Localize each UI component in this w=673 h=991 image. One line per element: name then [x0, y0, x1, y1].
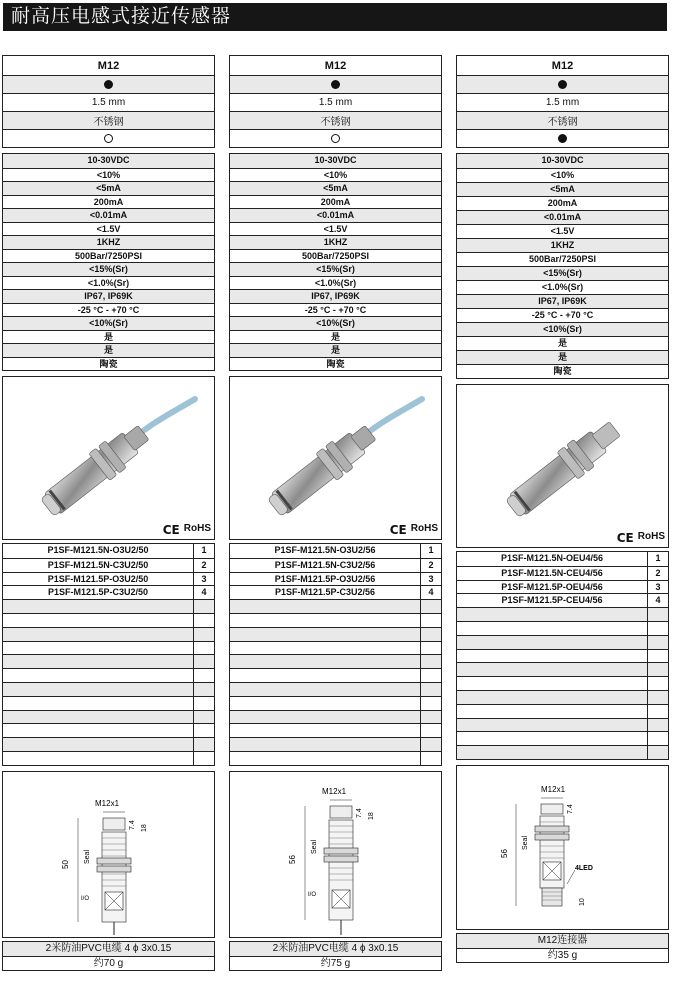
spec-row: 是 [230, 343, 441, 357]
empty-row [3, 751, 214, 765]
option-indicator [457, 129, 668, 147]
empty-row [230, 641, 441, 655]
table-row [3, 572, 214, 586]
part-model: P1SF-M121.5P-O3U2/56 [230, 573, 421, 586]
spec-row: 500Bar/7250PSI [457, 252, 668, 266]
empty-row [3, 654, 214, 668]
part-model: P1SF-M121.5P-OEU4/56 [457, 581, 648, 594]
spec-row: <0.01mA [457, 210, 668, 224]
connector-sensor-image [457, 385, 668, 547]
table-row [3, 558, 214, 572]
wiring-no: 4 [201, 587, 207, 598]
table-row [230, 544, 441, 558]
wiring-no: 2 [201, 559, 207, 570]
empty-row [3, 641, 214, 655]
empty-row [457, 662, 668, 676]
rohs-mark: RoHS [410, 523, 438, 534]
wiring-no: 1 [655, 553, 661, 563]
spec-row: <1.0%(Sr) [230, 276, 441, 290]
table-row [457, 566, 668, 580]
spec-row: <10%(Sr) [457, 322, 668, 336]
spec-row: 1KHZ [230, 235, 441, 249]
length-dimension: 56 [288, 854, 297, 864]
wiring-no: 4 [655, 595, 661, 606]
dimension-c: 10 [579, 898, 586, 906]
wiring-no: 2 [655, 567, 661, 578]
cable-spec: 2米防油PVC电缆 4 ϕ 3x0.15 [230, 942, 441, 956]
spec-row: 200mA [230, 195, 441, 209]
product-photo [2, 376, 215, 540]
led-label: 4LED [575, 864, 593, 872]
empty-row [3, 668, 214, 682]
product-column-1 [2, 55, 215, 971]
spec-row: IP67, IP69K [230, 289, 441, 303]
housing-material: 不锈钢 [3, 111, 214, 129]
ce-mark: CE [389, 523, 407, 537]
ce-mark: CE [616, 531, 634, 545]
part-model: P1SF-M121.5N-OEU4/56 [457, 552, 648, 566]
empty-row [230, 710, 441, 724]
spec-row: <1.5V [230, 222, 441, 236]
wiring-no: 3 [201, 573, 207, 584]
seal-label: Seal [522, 835, 529, 850]
table-row [3, 585, 214, 599]
dimension-b: 18 [368, 811, 375, 820]
spec-row: 是 [457, 336, 668, 350]
housing-material: 不锈钢 [457, 111, 668, 129]
part-model: P1SF-M121.5P-O3U2/50 [3, 573, 194, 586]
empty-row [457, 718, 668, 732]
empty-row [230, 723, 441, 737]
part-number-table [229, 543, 442, 766]
spec-row: 是 [3, 330, 214, 344]
spec-row: <10%(Sr) [230, 316, 441, 330]
cable-sensor-image [3, 377, 214, 539]
spec-row: 1KHZ [3, 235, 214, 249]
empty-row [457, 635, 668, 649]
thread-label: M12x1 [322, 786, 347, 796]
empty-row [230, 668, 441, 682]
dimension-a: 7.4 [129, 820, 136, 830]
filled-dot-icon [558, 134, 567, 143]
table-row [230, 558, 441, 572]
spec-row: 陶瓷 [3, 357, 214, 371]
spec-row: IP67, IP69K [3, 289, 214, 303]
spec-row: 200mA [3, 195, 214, 209]
empty-row [457, 649, 668, 663]
ce-mark: CE [162, 523, 180, 537]
spec-row: <15%(Sr) [3, 262, 214, 276]
product-photo [456, 384, 669, 548]
dimension-drawing [229, 771, 442, 938]
spec-row: 是 [457, 350, 668, 364]
product-column-3 [456, 55, 669, 963]
option-indicator [3, 129, 214, 147]
size-cell: M12 [551, 59, 574, 72]
empty-row [230, 696, 441, 710]
cable-spec: 2米防油PVC电缆 4 ϕ 3x0.15 [3, 942, 214, 956]
part-model: P1SF-M121.5N-C3U2/56 [230, 559, 421, 572]
sensing-distance: 1.5 mm [230, 93, 441, 111]
spec-row: <5mA [230, 181, 441, 195]
housing-material: 不锈钢 [230, 111, 441, 129]
part-model: P1SF-M121.5N-O3U2/50 [3, 544, 194, 558]
rohs-mark: RoHS [183, 523, 211, 534]
connector-spec: M12连接器 [457, 934, 668, 948]
sensing-distance: 1.5 mm [457, 93, 668, 111]
empty-row [230, 751, 441, 765]
empty-row [3, 627, 214, 641]
part-model: P1SF-M121.5N-C3U2/50 [3, 559, 194, 572]
spec-row: <15%(Sr) [457, 266, 668, 280]
empty-row [457, 704, 668, 718]
empty-row [457, 621, 668, 635]
spec-row: 陶瓷 [457, 364, 668, 378]
electrical-spec-table [2, 153, 215, 371]
spec-row: <15%(Sr) [230, 262, 441, 276]
empty-row [457, 676, 668, 690]
part-model: P1SF-M121.5N-O3U2/56 [230, 544, 421, 558]
empty-row [457, 731, 668, 745]
spec-row: -25 °C - +70 °C [3, 303, 214, 317]
empty-row [3, 737, 214, 751]
spec-row: IP67, IP69K [457, 294, 668, 308]
spec-row: 10-30VDC [230, 154, 441, 168]
empty-row [230, 737, 441, 751]
spec-row: <5mA [457, 182, 668, 196]
empty-row [457, 690, 668, 704]
spec-row: <0.01mA [3, 208, 214, 222]
empty-circle-icon [104, 134, 113, 143]
product-photo [229, 376, 442, 540]
spec-row: 是 [3, 343, 214, 357]
certification-marks [163, 523, 211, 537]
sensing-distance: 1.5 mm [3, 93, 214, 111]
part-model: P1SF-M121.5P-CEU4/56 [457, 594, 648, 607]
flush-mount-indicator [3, 75, 214, 93]
empty-row [230, 654, 441, 668]
cable-sensor-image [230, 377, 441, 539]
wiring-no: 2 [428, 559, 434, 570]
part-number-table [456, 551, 669, 760]
size-cell: M12 [324, 59, 347, 72]
wiring-no: 1 [428, 545, 434, 555]
empty-row [457, 745, 668, 759]
empty-row [3, 599, 214, 613]
weight: 约35 g [457, 948, 668, 962]
spec-row: <10% [457, 168, 668, 182]
dimension-drawing [456, 765, 669, 930]
cable-footer [229, 941, 442, 971]
empty-row [3, 613, 214, 627]
spec-row: <1.5V [457, 224, 668, 238]
spec-row: <1.0%(Sr) [3, 276, 214, 290]
empty-row [3, 723, 214, 737]
spec-row: 1KHZ [457, 238, 668, 252]
table-row [457, 593, 668, 607]
spec-row: 500Bar/7250PSI [3, 249, 214, 263]
filled-dot-icon [104, 80, 113, 89]
weight: 约70 g [3, 956, 214, 970]
spec-row: <1.5V [3, 222, 214, 236]
product-column-2 [229, 55, 442, 971]
dimension-drawing [2, 771, 215, 938]
spec-row: 陶瓷 [230, 357, 441, 371]
wiring-no: 3 [655, 581, 661, 592]
part-number-table [2, 543, 215, 766]
seal-label: Seal [311, 839, 318, 854]
spec-row: -25 °C - +70 °C [457, 308, 668, 322]
size-cell: M12 [97, 59, 120, 72]
spec-row: -25 °C - +70 °C [230, 303, 441, 317]
spec-row: 10-30VDC [457, 154, 668, 168]
spec-row: <0.01mA [230, 208, 441, 222]
dimension-a: 7.4 [356, 808, 363, 818]
spec-row: 是 [230, 330, 441, 344]
mount-spec-table [2, 55, 215, 148]
table-row [457, 580, 668, 594]
empty-row [230, 613, 441, 627]
length-dimension: 50 [61, 859, 70, 869]
spec-row: <10% [230, 168, 441, 182]
table-row [230, 572, 441, 586]
wiring-no: 3 [428, 573, 434, 584]
spec-row: <5mA [3, 181, 214, 195]
electrical-spec-table [456, 153, 669, 379]
empty-row [3, 710, 214, 724]
empty-row [230, 627, 441, 641]
seal-label: Seal [84, 849, 91, 864]
connector-footer [456, 933, 669, 963]
mount-spec-table [456, 55, 669, 148]
io-label: I/O [308, 891, 317, 898]
table-row [457, 552, 668, 566]
part-model: P1SF-M121.5N-CEU4/56 [457, 567, 648, 580]
flush-mount-indicator [457, 75, 668, 93]
wiring-no: 1 [201, 545, 207, 555]
cable-footer [2, 941, 215, 971]
electrical-spec-table [229, 153, 442, 371]
io-label: I/O [81, 895, 90, 902]
dimension-b: 18 [141, 823, 148, 832]
page-title: 耐高压电感式接近传感器 [3, 3, 667, 31]
spec-row: 10-30VDC [3, 154, 214, 168]
option-indicator [230, 129, 441, 147]
thread-label: M12x1 [95, 798, 120, 808]
spec-row: <1.0%(Sr) [457, 280, 668, 294]
thread-label: M12x1 [541, 784, 566, 794]
empty-row [230, 599, 441, 613]
spec-row: 200mA [457, 196, 668, 210]
part-model: P1SF-M121.5P-C3U2/50 [3, 586, 194, 599]
filled-dot-icon [331, 80, 340, 89]
certification-marks [617, 531, 665, 545]
spec-row: <10%(Sr) [3, 316, 214, 330]
rohs-mark: RoHS [637, 531, 665, 542]
weight: 约75 g [230, 956, 441, 970]
length-dimension: 56 [500, 849, 509, 858]
part-model: P1SF-M121.5P-C3U2/56 [230, 586, 421, 599]
spec-row: 500Bar/7250PSI [230, 249, 441, 263]
empty-row [230, 682, 441, 696]
flush-mount-indicator [230, 75, 441, 93]
wiring-no: 4 [428, 587, 434, 598]
filled-dot-icon [558, 80, 567, 89]
empty-row [3, 696, 214, 710]
table-row [230, 585, 441, 599]
empty-row [457, 607, 668, 621]
spec-row: <10% [3, 168, 214, 182]
certification-marks [390, 523, 438, 537]
empty-circle-icon [331, 134, 340, 143]
empty-row [3, 682, 214, 696]
mount-spec-table [229, 55, 442, 148]
dimension-a: 7.4 [567, 804, 574, 814]
table-row [3, 544, 214, 558]
